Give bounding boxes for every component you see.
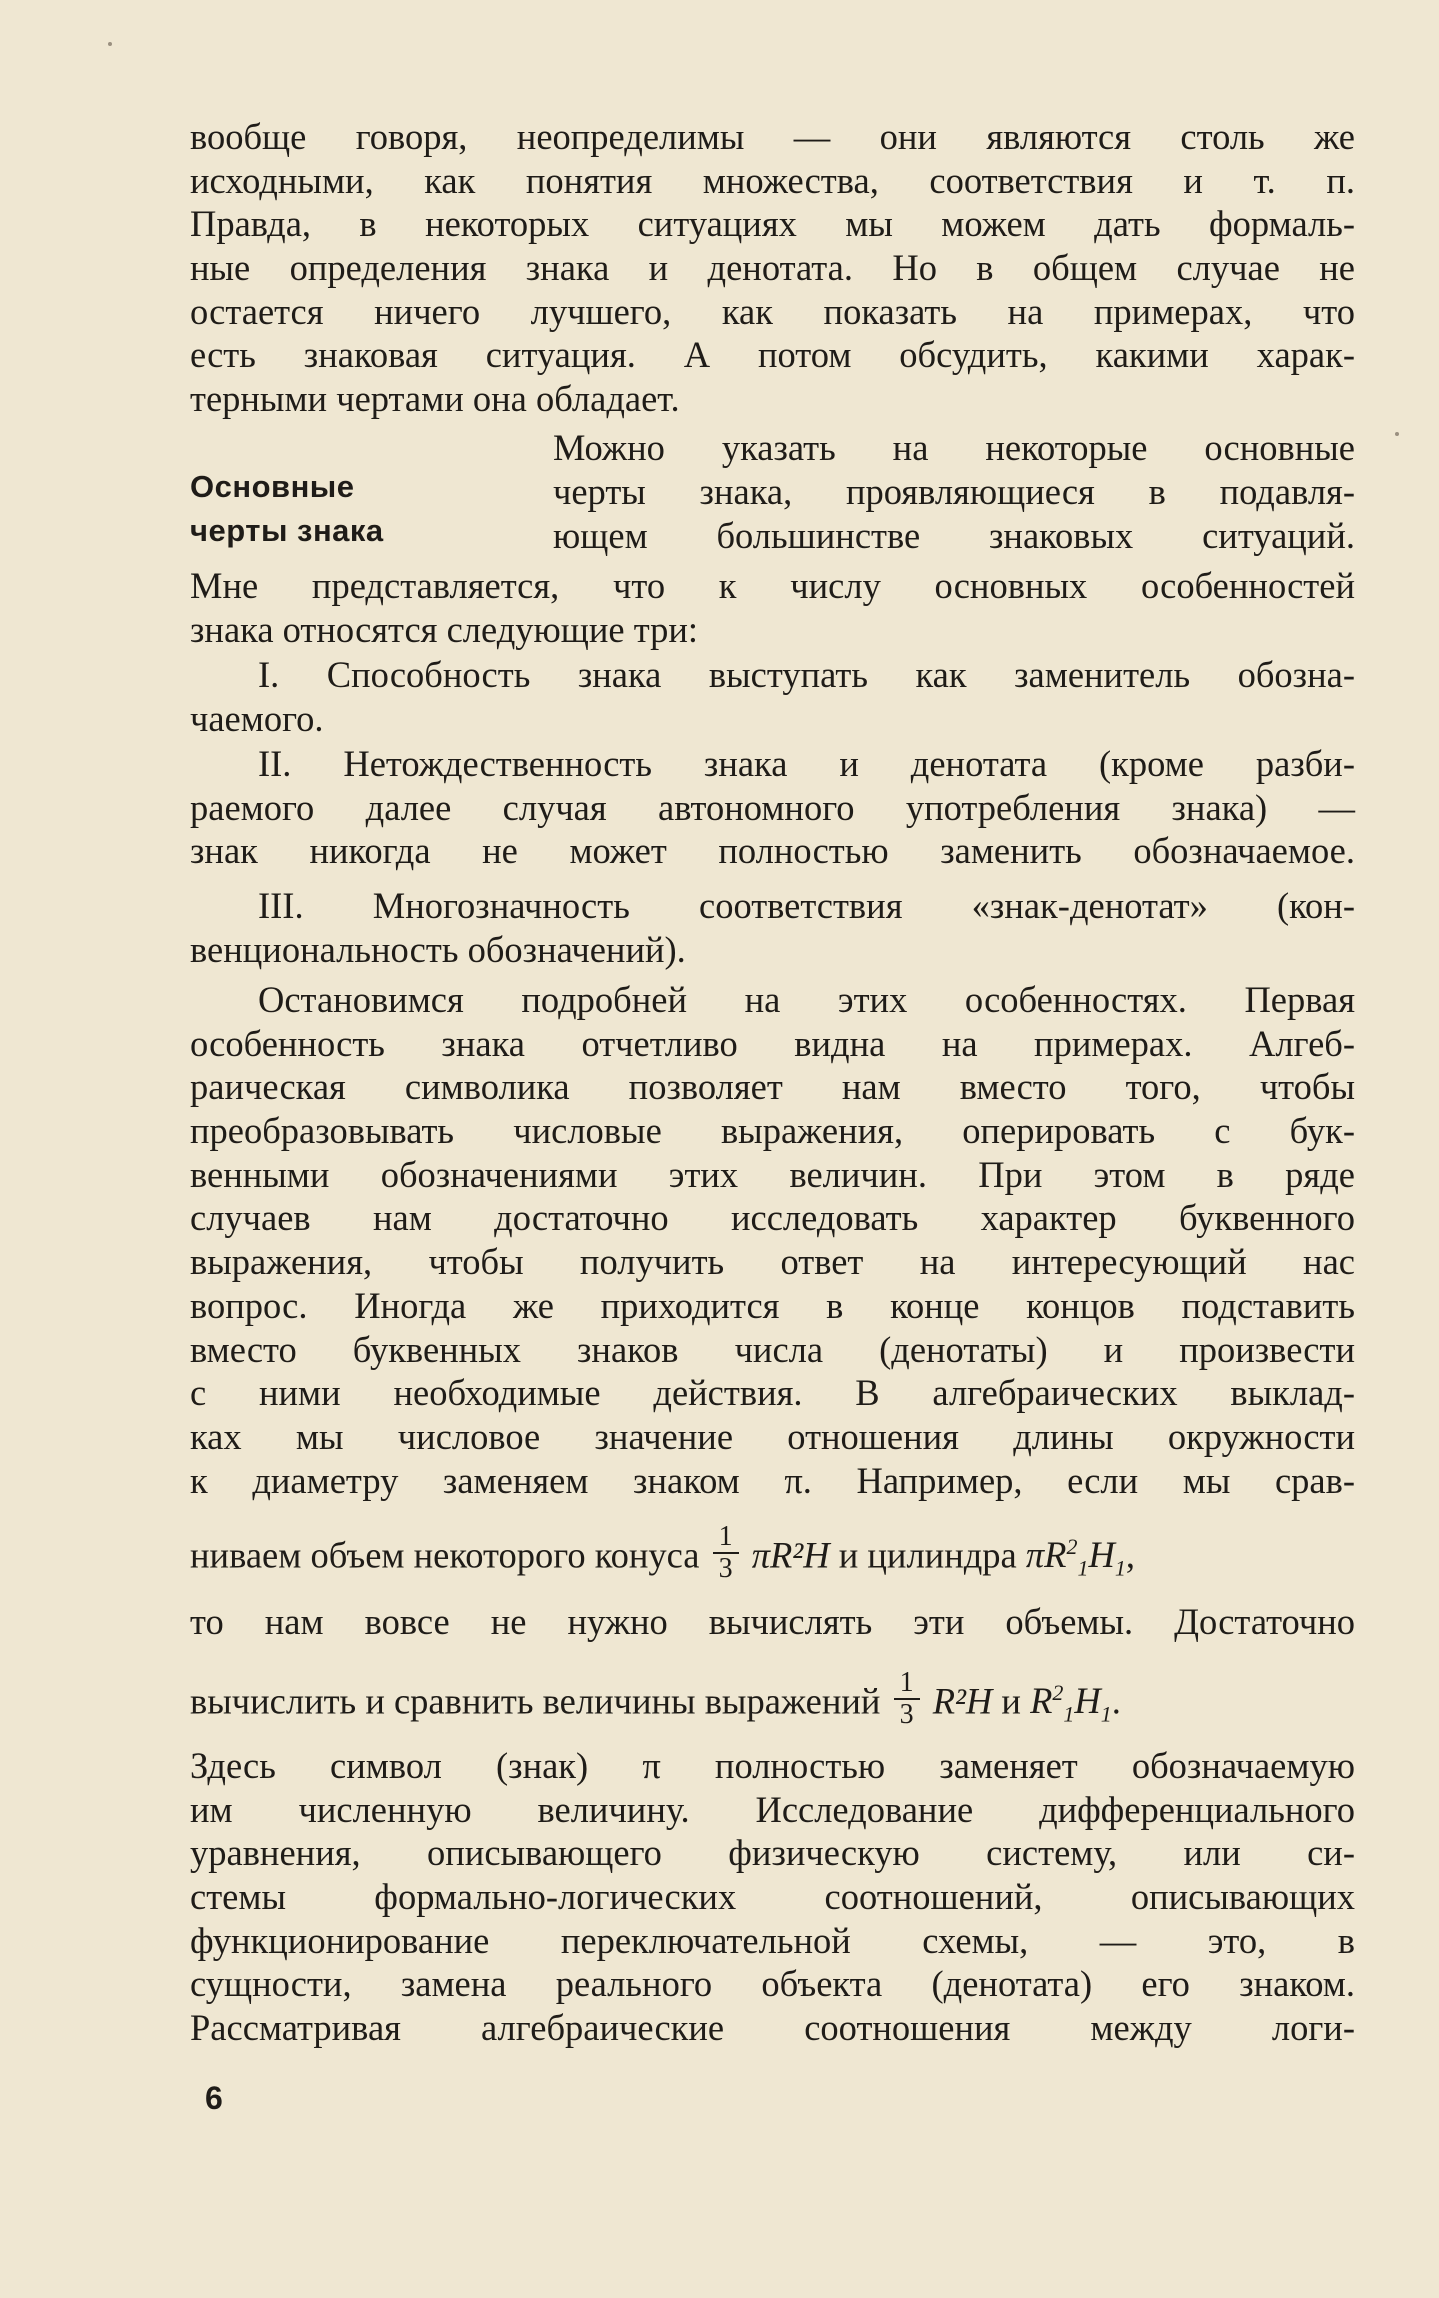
feature-item-1	[190, 653, 1355, 740]
cylinder-volume-expression: $\pi R^2_1H_1$	[1025, 1534, 1126, 1581]
text-line: им численную величину. Исследование дифференциального	[190, 1788, 1355, 1830]
text-line: преобразовывать числовые выражения, оперировать с бук-	[190, 1110, 1355, 1152]
cylinder-expression: $R^2_1H_1$	[1030, 1680, 1112, 1727]
fraction-denominator: 3	[718, 1553, 733, 1584]
formula-line-expressions	[190, 1667, 1355, 1736]
text-line: III. Многозначность соответствия «знак-денотат» (кон-	[258, 885, 1355, 926]
text-line: Здесь символ (знак) π полностью заменяет обозначаемую	[190, 1745, 1355, 1786]
cone-volume-expression: πR²H	[751, 1534, 830, 1576]
paper-speck	[1395, 432, 1399, 436]
text-line: есть знаковая ситуация. А потом обсудить, какими харак-	[190, 334, 1355, 376]
text-line: раемого далее случая автономного употребления знака) —	[190, 786, 1355, 828]
formula-text: вычислить и сравнить величины выражений	[190, 1680, 881, 1722]
formula-text: и	[1001, 1680, 1021, 1722]
text-line: функционирование переключательной схемы, — это, в	[190, 1919, 1355, 1961]
text-line: знак никогда не может полностью заменить обозначаемое.	[190, 830, 1355, 872]
fraction-numerator: 1	[713, 1522, 739, 1554]
text-line: ющем большинстве знаковых ситуаций.	[553, 515, 1355, 556]
page-number: 6	[205, 2080, 223, 2116]
formula-line-cone-cylinder	[190, 1521, 1355, 1590]
paragraph-features-intro	[190, 564, 1355, 651]
text-line: терными чертами она обладает.	[190, 378, 680, 420]
feature-item-2	[190, 742, 1355, 873]
text-line: венными обозначениями этих величин. При этом в ряде	[190, 1153, 1355, 1195]
formula-punctuation: .	[1111, 1680, 1121, 1722]
text-line: Рассматривая алгебраические соотношения между логи-	[190, 2007, 1355, 2049]
fraction-one-third	[894, 1668, 920, 1730]
text-line: то нам вовсе не нужно вычислять эти объемы. Достаточно	[190, 1601, 1355, 1642]
feature-item-3	[190, 884, 1355, 971]
paragraph-symbol-pi	[190, 1744, 1355, 2050]
formula-punctuation: ,	[1125, 1534, 1135, 1576]
text-line: исходными, как понятия множества, соответствия и т. п.	[190, 159, 1355, 201]
section-opening-text	[553, 426, 1355, 558]
cone-expression: R²H	[932, 1680, 993, 1722]
text-line: II. Нетождественность знака и денотата (кроме разби-	[258, 743, 1355, 784]
fraction-one-third	[713, 1522, 739, 1584]
text-line: вообще говоря, неопределимы — они являются столь же	[190, 116, 1355, 157]
fraction-numerator: 1	[894, 1668, 920, 1700]
text-line: к диаметру заменяем знаком π. Например, если мы срав-	[190, 1459, 1355, 1501]
text-line: Остановимся подробней на этих особенностях. Первая	[258, 979, 1355, 1020]
text-line: раическая символика позволяет нам вместо того, чтобы	[190, 1066, 1355, 1108]
formula-text: ниваем объем некоторого конуса	[190, 1534, 700, 1576]
text-line: уравнения, описывающего физическую систему, или си-	[190, 1832, 1355, 1874]
section-side-heading	[190, 465, 384, 553]
text-line: Правда, в некоторых ситуациях мы можем дать формаль-	[190, 203, 1355, 245]
paragraph-discussion	[190, 978, 1355, 1502]
text-line: случаев нам достаточно исследовать характер буквенного	[190, 1197, 1355, 1239]
formula-text: и цилиндра	[838, 1534, 1017, 1576]
text-line: Можно указать на некоторые основные	[553, 427, 1355, 468]
text-line: остается ничего лучшего, как показать на примерах, что	[190, 290, 1355, 332]
text-line: стемы формально-логических соотношений, описывающих	[190, 1876, 1355, 1918]
text-line: черты знака, проявляющиеся в подавля-	[553, 471, 1355, 512]
text-line: сущности, замена реального объекта (денотата) его знаком.	[190, 1963, 1355, 2005]
text-line: знака относятся следующие три:	[190, 608, 699, 650]
text-line: I. Способность знака выступать как заменитель обозна-	[258, 654, 1355, 695]
text-line: ках мы числовое значение отношения длины окружности	[190, 1415, 1355, 1457]
paper-speck	[108, 42, 112, 46]
fraction-denominator: 3	[899, 1699, 914, 1730]
text-line: ные определения знака и денотата. Но в общем случае не	[190, 247, 1355, 289]
text-line: венциональность обозначений).	[190, 928, 686, 970]
paragraph-continuation	[190, 1600, 1355, 1644]
text-line: особенность знака отчетливо видна на примерах. Алгеб-	[190, 1022, 1355, 1064]
text-line: Мне представляется, что к числу основных особенностей	[190, 565, 1355, 606]
text-line: вместо буквенных знаков числа (денотаты) и произвести	[190, 1328, 1355, 1370]
side-heading-line: черты знака	[190, 513, 384, 548]
paragraph-intro	[190, 115, 1355, 421]
text-line: вопрос. Иногда же приходится в конце концов подставить	[190, 1284, 1355, 1326]
side-heading-line: Основные	[190, 469, 355, 504]
text-line: с ними необходимые действия. В алгебраических выклад-	[190, 1372, 1355, 1414]
text-line: чаемого.	[190, 697, 324, 739]
text-line: выражения, чтобы получить ответ на интересующий нас	[190, 1241, 1355, 1283]
